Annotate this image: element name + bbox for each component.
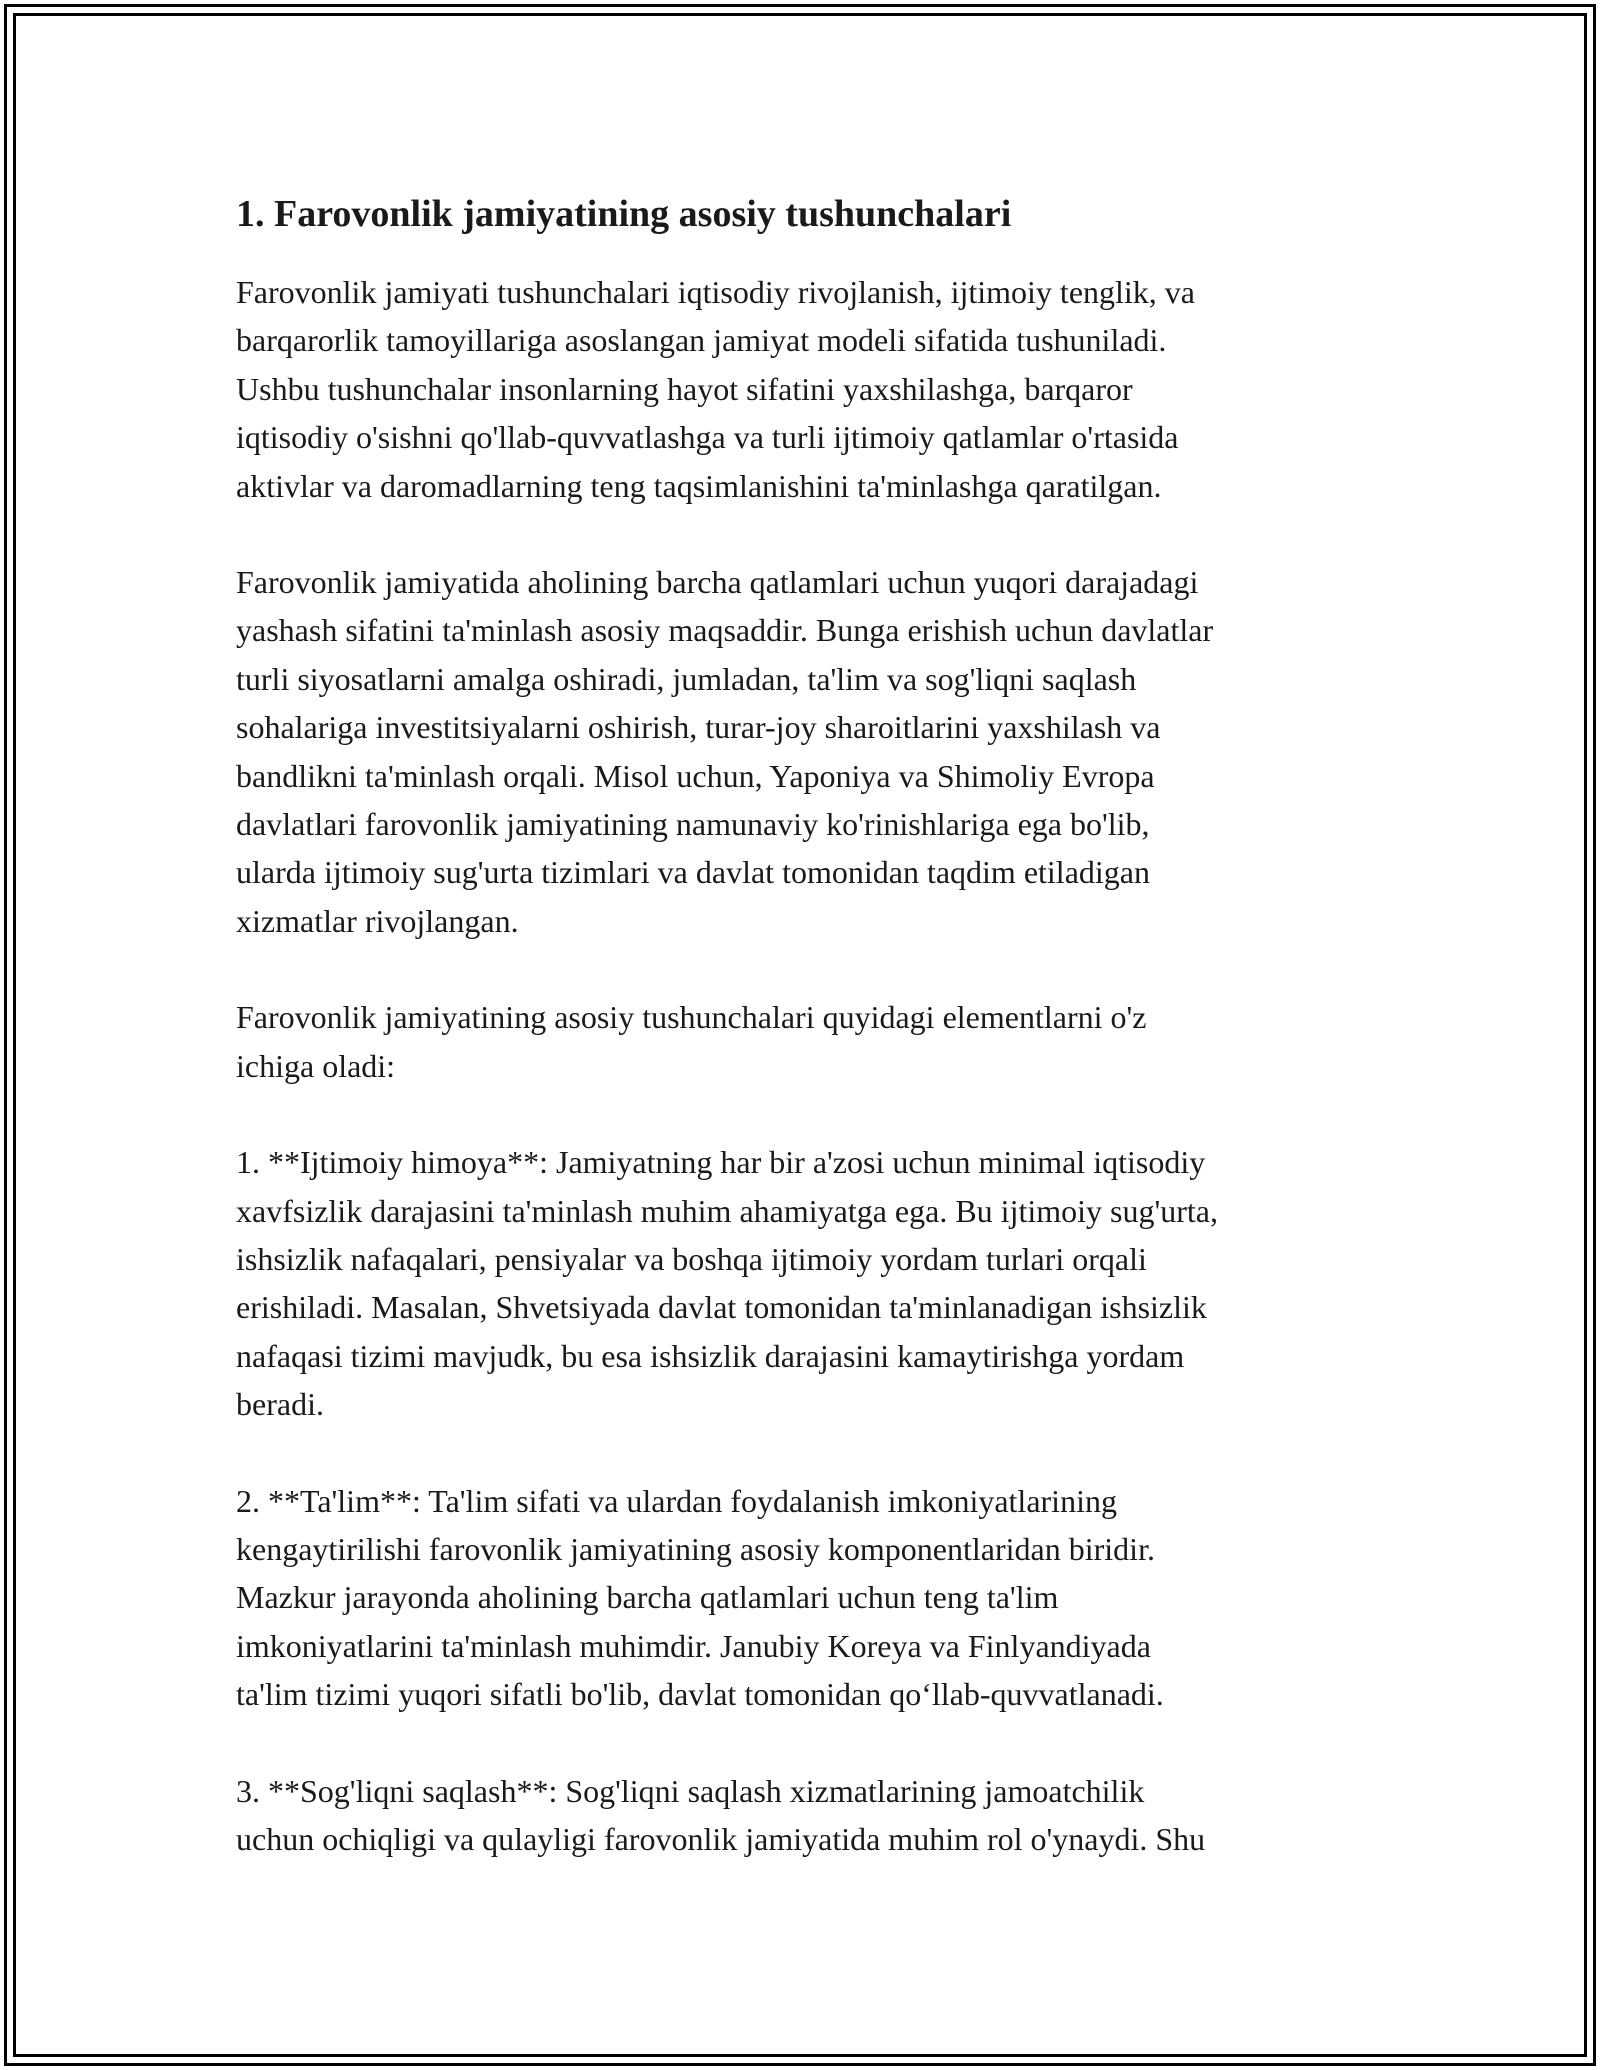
list-item-healthcare: 3. **Sog'liqni saqlash**: Sog'liqni saqlash xizmatlarining jamoatchilik uchun ochiqligi va qulayligi farovonlik jamiyatida muhim rol o'ynaydi. Shu (236, 1772, 1206, 1857)
document-body (236, 186, 1376, 1911)
list-item-education: 2. **Ta'lim**: Ta'lim sifati va ulardan foydalanish imkoniyatlarining kengaytirilishi farovonlik jamiyatining asosiy komponentlaridan biridir. Mazkur jarayonda aholining barcha qatlamlari uchun teng ta'lim imkoniyatlarini ta'minlash muhimdir. Janubiy Koreya va Finlyandiyada ta'lim tizimi yuqori sifatli bo'lib, davlat tomonidan qo‘llab-quvvatlanadi. (236, 1482, 1164, 1713)
paragraph-intro: Farovonlik jamiyati tushunchalari iqtisodiy rivojlanish, ijtimoiy tenglik, va barqarorlik tamoyillariga asoslangan jamiyat modeli sifatida tushuniladi. Ushbu tushunchalar insonlarning hayot sifatini yaxshilashga, barqaror iqtisodiy o'sishni qo'llab-quvvatlashga va turli ijtimoiy qatlamlar o'rtasida aktivlar va daromadlarning teng taqsimlanishini ta'minlashga qaratilgan. (236, 274, 1195, 504)
paragraph-elements-intro: Farovonlik jamiyatining asosiy tushunchalari quyidagi elementlarni o'z ichiga oladi: (236, 999, 1147, 1084)
paragraph-quality-of-life: Farovonlik jamiyatida aholining barcha qatlamlari uchun yuqori darajadagi yashash sifatini ta'minlash asosiy maqsaddir. Bunga erishish uchun davlatlar turli siyosatlarni amalga oshiradi, jumladan, ta'lim va sog'liqni saqlash sohalariga investitsiyalarni oshirish, turar-joy sharoitlarini yaxshilash va bandlikni ta'minlash orqali. Misol uchun, Yaponiya va Shimoliy Evropa davlatlari farovonlik jamiyatining namunaviy ko'rinishlariga ega bo'lib, ularda ijtimoiy sug'urta tizimlari va davlat tomonidan taqdim etiladigan xizmatlar rivojlangan. (236, 564, 1214, 939)
section-heading: 1. Farovonlik jamiyatining asosiy tushunchalari (236, 193, 1012, 235)
list-item-social-protection: 1. **Ijtimoiy himoya**: Jamiyatning har bir a'zosi uchun minimal iqtisodiy xavfsizlik darajasini ta'minlash muhim ahamiyatga ega. Bu ijtimoiy sug'urta, ishsizlik nafaqalari, pensiyalar va boshqa ijtimoiy yordam turlari orqali erishiladi. Masalan, Shvetsiyada davlat tomonidan ta'minlanadigan ishsizlik nafaqasi tizimi mavjudk, bu esa ishsizlik darajasini kamaytirishga yordam beradi. (236, 1144, 1218, 1423)
